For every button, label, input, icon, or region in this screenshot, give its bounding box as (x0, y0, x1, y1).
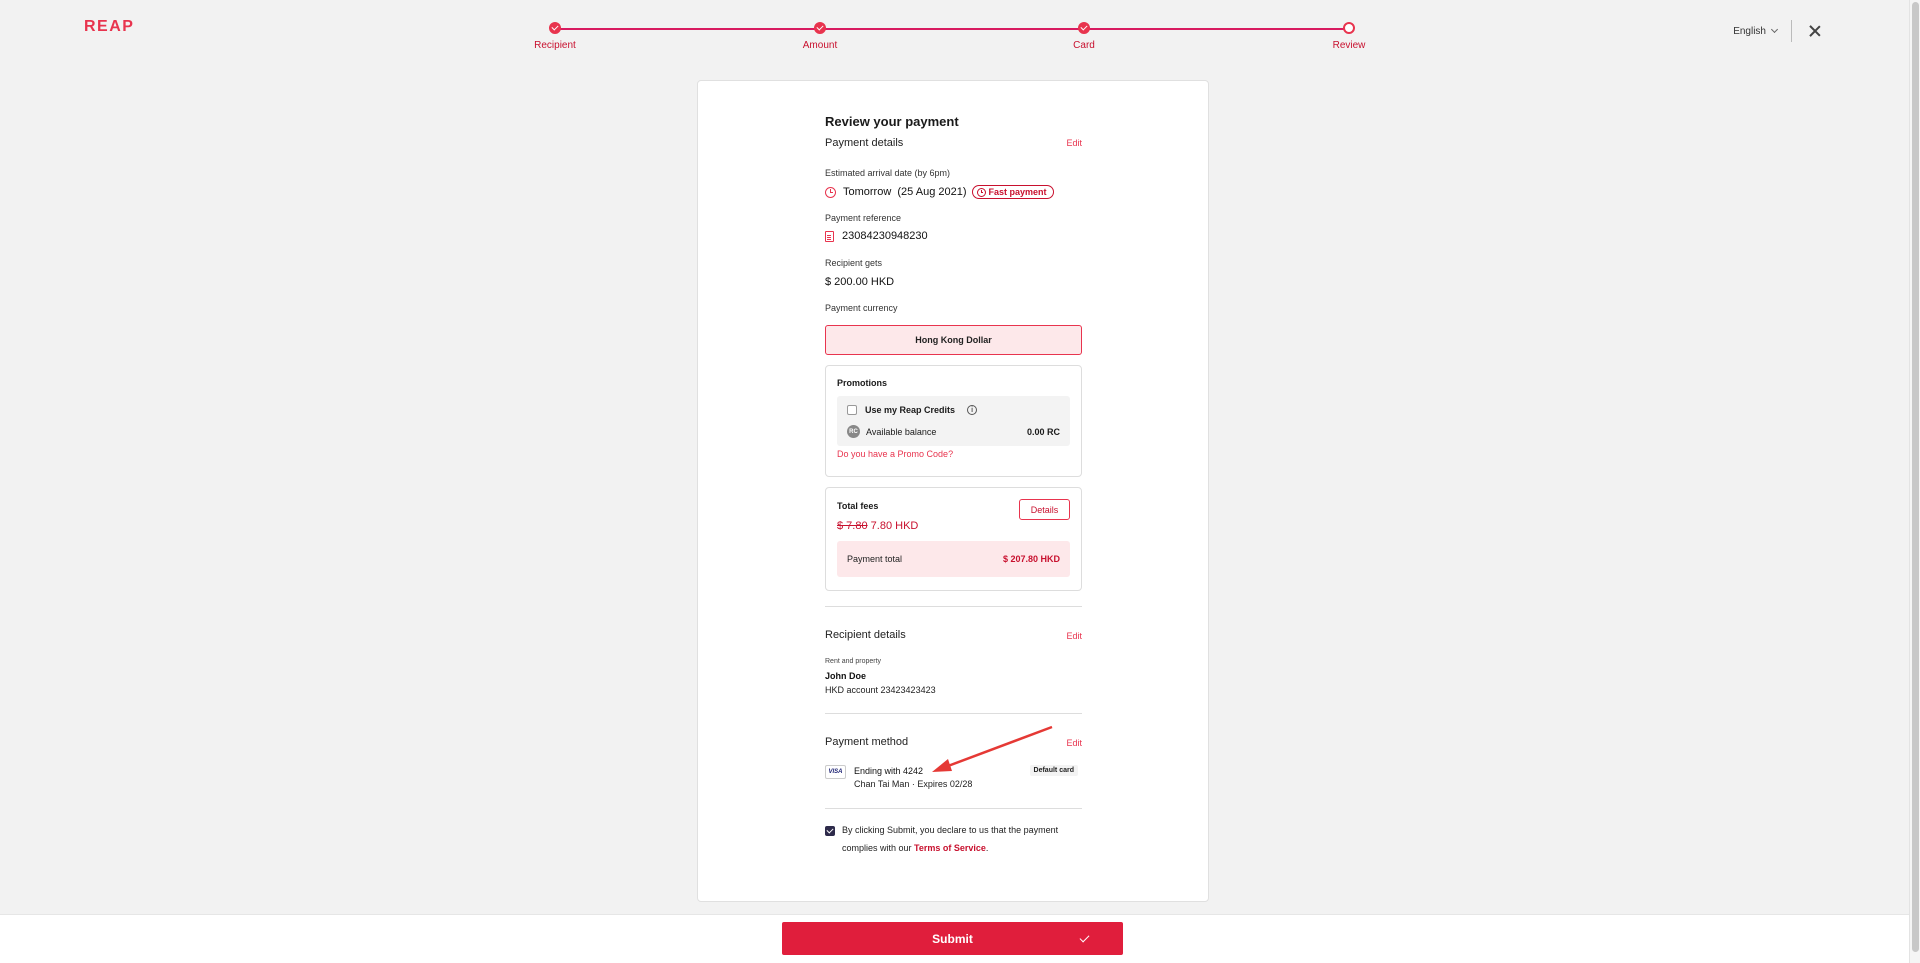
progress-stepper (534, 22, 1366, 62)
original-fee: $ 7.80 (837, 520, 868, 532)
promo-code-link[interactable]: Do you have a Promo Code? (837, 449, 954, 459)
edit-payment-details-link[interactable]: Edit (1066, 138, 1082, 148)
close-icon[interactable] (1808, 24, 1822, 38)
review-card (697, 80, 1209, 902)
currency-selector[interactable]: Hong Kong Dollar (825, 325, 1082, 355)
step-review (1309, 22, 1389, 51)
checkmark-icon (1080, 933, 1090, 943)
step-label: Review (1332, 40, 1366, 51)
reference-label: Payment reference (825, 213, 902, 223)
payment-total-row (837, 541, 1070, 577)
reap-credits-checkbox[interactable] (847, 405, 857, 415)
recipient-category: Rent and property (825, 658, 882, 665)
submit-label: Submit (932, 931, 973, 946)
scrollbar[interactable] (1909, 0, 1920, 963)
reap-credits-box (837, 396, 1070, 446)
step-label: Card (1073, 40, 1095, 51)
page-title: Review your payment (825, 114, 959, 129)
language-label: English (1733, 25, 1766, 37)
promotions-title: Promotions (837, 378, 888, 388)
recipient-details-title: Recipient details (825, 629, 906, 641)
fees-panel (825, 487, 1082, 591)
recipient-gets-value: $ 200.00 HKD (825, 276, 895, 288)
step-done-icon (549, 22, 561, 34)
divider (825, 808, 1082, 809)
fee-amount (837, 520, 918, 532)
clock-icon (825, 187, 836, 198)
submit-button[interactable] (782, 922, 1123, 955)
default-card-badge: Default card (1030, 765, 1078, 776)
arrival-label: Estimated arrival date (by 6pm) (825, 168, 951, 178)
balance-row (847, 425, 936, 438)
step-card[interactable] (1044, 22, 1124, 51)
currency-label: Payment currency (825, 303, 898, 313)
agreement-checkbox[interactable] (825, 826, 835, 836)
reference-value (825, 230, 928, 242)
divider (1791, 20, 1792, 42)
visa-icon: VISA (825, 765, 846, 779)
step-label: Amount (802, 40, 838, 51)
promotions-panel (825, 365, 1082, 477)
edit-recipient-link[interactable]: Edit (1066, 631, 1082, 641)
step-label: Recipient (534, 40, 576, 51)
credits-option[interactable] (847, 405, 977, 415)
divider (825, 606, 1082, 607)
payment-details-title: Payment details (825, 137, 904, 149)
recipient-name: John Doe (825, 671, 867, 681)
clock-icon (977, 188, 986, 197)
arrival-date: Tomorrow (25 Aug 2021) (843, 186, 967, 198)
agreement-text (842, 821, 1082, 857)
reference-number: 23084230948230 (842, 230, 928, 242)
fee-details-button[interactable]: Details (1019, 499, 1070, 520)
agreement-suffix: . (985, 843, 989, 853)
fast-payment-label: Fast payment (988, 187, 1047, 197)
payment-total-value: $ 207.80 HKD (1002, 554, 1060, 564)
step-amount[interactable] (780, 22, 860, 51)
recipient-account: HKD account 23423423423 (825, 685, 936, 695)
arrival-value (825, 185, 1054, 199)
total-fees-title: Total fees (837, 501, 879, 511)
agreement-body: By clicking Submit, you declare to us that the payment complies with our (842, 825, 1059, 853)
step-current-icon (1343, 22, 1355, 34)
terms-of-service-link[interactable]: Terms of Service (914, 843, 986, 853)
credits-label: Use my Reap Credits (865, 405, 956, 415)
footer-bar (0, 914, 1909, 963)
edit-payment-method-link[interactable]: Edit (1066, 738, 1082, 748)
chevron-down-icon (1771, 26, 1778, 33)
scrollbar-thumb[interactable] (1912, 2, 1919, 952)
annotation-arrow-icon (930, 725, 1055, 775)
document-icon (825, 231, 834, 242)
header-actions (1733, 20, 1822, 42)
current-fee: 7.80 HKD (870, 520, 919, 532)
fast-payment-badge (972, 185, 1054, 199)
info-icon[interactable]: i (967, 405, 977, 415)
recipient-gets-label: Recipient gets (825, 258, 883, 268)
card-ending: Ending with 4242 (854, 766, 924, 776)
step-recipient[interactable] (515, 22, 595, 51)
language-selector[interactable] (1733, 26, 1777, 37)
stepper-line (555, 28, 1349, 30)
step-done-icon (1078, 22, 1090, 34)
divider (825, 713, 1082, 714)
payment-total-label: Payment total (847, 554, 903, 564)
payment-method-title: Payment method (825, 736, 909, 748)
card-owner: Chan Tai Man · Expires 02/28 (854, 779, 973, 789)
balance-label: Available balance (866, 426, 937, 437)
balance-value: 0.00 RC (1026, 427, 1060, 437)
reap-credits-icon: RC (847, 425, 860, 438)
reap-logo[interactable]: REAP (84, 18, 135, 35)
step-done-icon (814, 22, 826, 34)
